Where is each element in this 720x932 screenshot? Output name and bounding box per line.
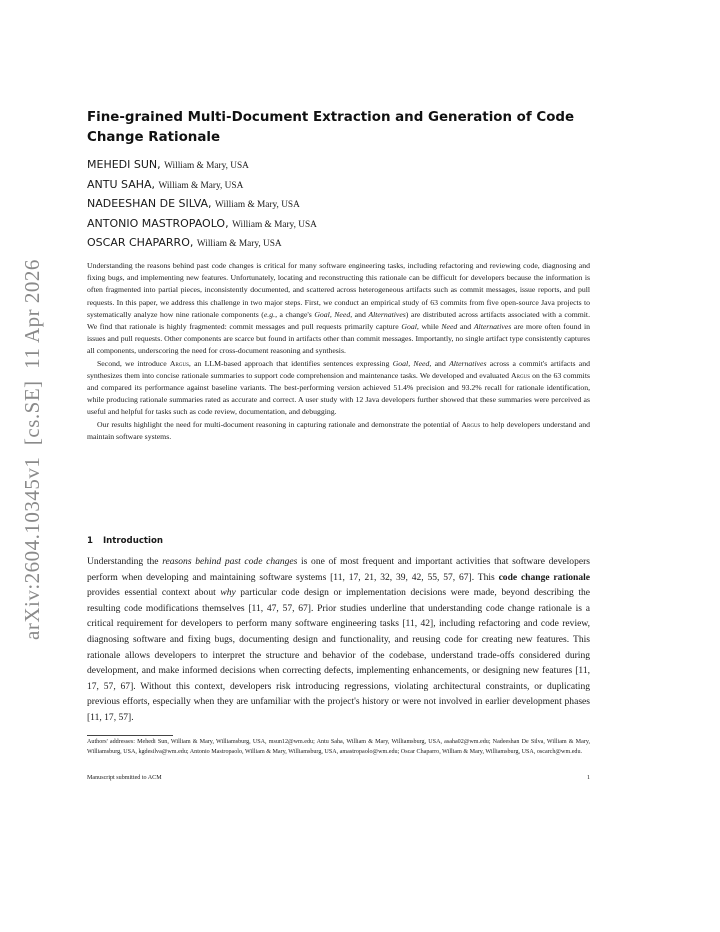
tool-name: Argus <box>169 358 189 368</box>
section-heading <box>87 536 590 546</box>
footnote-divider <box>87 735 173 736</box>
tool-name: Argus <box>511 370 530 380</box>
section-title: Introduction <box>102 536 163 546</box>
abstract-paragraph: Our results highlight the need for multi-document reasoning in capturing rationale and demonstrate the potential of Argus to help developers understand and maintain software systems. <box>87 419 590 441</box>
section-number: 1 <box>87 536 93 546</box>
page-footer <box>87 775 590 781</box>
author <box>87 176 607 196</box>
author-name: NADEESHAN DE SILVA, <box>87 197 212 210</box>
author <box>87 215 607 235</box>
author-name: MEHEDI SUN, <box>87 158 161 171</box>
author-list <box>87 156 607 254</box>
author <box>87 156 607 176</box>
submission-note: Manuscript submitted to ACM <box>87 775 162 781</box>
author-affiliation: William & Mary, USA <box>164 161 249 171</box>
author-addresses-footnote: Authors' addresses: Mehedi Sun, William & Mary, Williamsburg, USA, msun12@wm.edu; Antu Saha, William & Mary, Williamsburg, USA, asaha02@wm.edu; Nadeeshan De Silva, William & Mary, Williamsburg, USA, kgdesilva@wm.edu; Antonio Mastropaolo, William & Mary, Williamsburg, USA, amastropaolo@wm.edu; Oscar Chaparro, William & Mary, Williamsburg, USA, oscarch@wm.edu. <box>87 739 590 755</box>
page-number: 1 <box>586 775 590 781</box>
author-affiliation: William & Mary, USA <box>196 239 282 249</box>
author <box>87 195 607 215</box>
tool-name: Argus <box>461 419 481 429</box>
author-affiliation: William & Mary, USA <box>158 180 244 191</box>
abstract <box>87 260 590 443</box>
paper-title: Fine-grained Multi-Document Extraction and Generation of Code Change Rationale <box>87 110 575 145</box>
author-name: ANTU SAHA, <box>87 177 156 191</box>
author-name: ANTONIO MASTROPAOLO, <box>87 216 229 230</box>
author-name: OSCAR CHAPARRO, <box>87 236 194 249</box>
introduction-body <box>87 554 590 726</box>
arxiv-identifier: arXiv:2604.10345v1 [cs.SE] 11 Apr 2026 <box>20 259 44 640</box>
body-paragraph: Understanding the reasons behind past code changes is one of most frequent and important activities that software developers perform when developing and maintaining software systems [11, 17, 21, 32, 39, 42, 55, 57, 67]. This code change rationale provides essential context about why particular code design or implementation decisions were made, beyond describing the resulting code modifications themselves [11, 47, 57, 67]. Prior studies underline that understanding code change rationale is a critical requirement for developers to perform many software engineering tasks [11, 42], including refactoring and code review, diagnosing software and fixing bugs, documenting design and functionality, and reusing code for creating new features. This rationale allows developers to interpret the structure and behavior of the codebase, understand trade-offs considered during development, and make informed decisions when correcting defects, implementing enhancements, or designing new features [11, 17, 57, 67]. Without this context, developers risk introducing regressions, violating architectural constraints, or duplicating previous efforts, especially when they are unfamiliar with the project's history or were not involved in earlier development phases [11, 17, 57]. <box>87 556 591 723</box>
author <box>87 234 607 254</box>
author-affiliation: William & Mary, USA <box>232 219 317 230</box>
abstract-paragraph: Second, we introduce Argus, an LLM-based approach that identifies sentences expressing Goal, Need, and Alternatives across a commit's artifacts and synthesizes them into concise rationale summaries to support code comprehension and maintenance tasks. We developed and evaluated Argus on the 63 commits and compared its performance against baseline variants. The best-performing version achieved 51.4% precision and 93.2% recall for rationale identification, while producing rationale summaries rated as accurate and correct. A user study with 12 Java developers further showed that these summaries were perceived as useful and helpful for tasks such as code review, documentation, and debugging. <box>87 358 590 417</box>
abstract-paragraph: Understanding the reasons behind past code changes is critical for many software engineering tasks, including refactoring and reviewing code, diagnosing and fixing bugs, and implementing new features. Unfortunately, locating and reconstructing this rationale can be difficult for developers because the information is often fragmented into partial pieces, inconsistently documented, and scattered across heterogeneous artifacts such as commit messages, issue reports, and pull requests. In this paper, we address this challenge in two major steps. First, we conduct an empirical study of 63 commits from five open-source Java projects to systematically analyze how nine rationale components (e.g., a change's Goal, Need, and Alternatives) are distributed across artifacts associated with a commit. We find that rationale is highly fragmented: commit messages and pull requests primarily capture Goal, while Need and Alternatives are more often found in issues and pull requests. Other components are scarce but found in artifacts other than commit messages. Importantly, no single artifact type consistently captures all components, underscoring the need for cross-document reasoning and synthesis. <box>87 261 591 356</box>
author-affiliation: William & Mary, USA <box>215 200 300 210</box>
